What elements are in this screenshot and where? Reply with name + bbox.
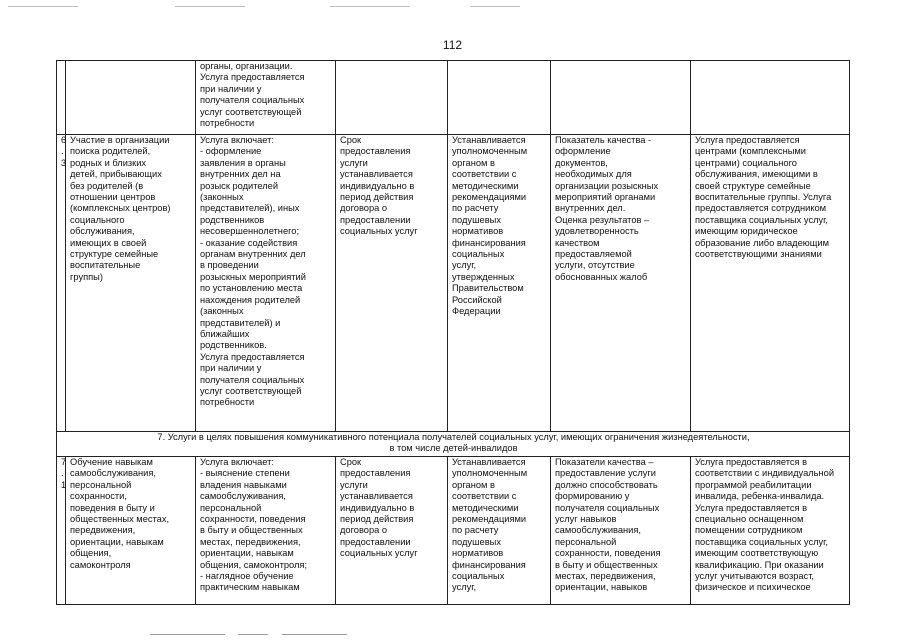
text-line: владения навыками: [200, 479, 287, 490]
text-line: социальных: [452, 571, 505, 582]
text-line: в проведении: [200, 260, 259, 271]
text-line: получателя социальных: [200, 95, 305, 106]
text-line: самообслуживания,: [70, 468, 156, 479]
text-line: детей, прибывающих: [70, 169, 162, 180]
text-line: персональной: [200, 502, 262, 513]
text-line: документов,: [555, 157, 608, 168]
text-line: внутренних дел на: [200, 169, 281, 180]
text-line: заявления в органы: [200, 157, 286, 168]
section-7-heading: [57, 432, 850, 457]
text-line: по расчету: [452, 525, 499, 536]
text-line: персональной: [70, 479, 132, 490]
text-line: Российской: [452, 294, 502, 305]
text-line: услуг соответствующей: [200, 385, 302, 396]
text-line: методическими: [452, 502, 519, 513]
text-line: поставщика социальных услуг,: [695, 536, 829, 547]
text-line: - оказание содействия: [200, 237, 298, 248]
text-line: устанавливается: [340, 491, 413, 502]
cell-service-name: [66, 61, 196, 135]
text-line: ориентации, навыкам: [70, 536, 164, 547]
text-line: программой реабилитации: [695, 479, 812, 490]
text-line: необходимых для: [555, 169, 632, 180]
text-line: образование либо владеющим: [695, 237, 829, 248]
text-line: в быту и общественных: [200, 525, 303, 536]
text-line: Участие в организации: [70, 135, 170, 145]
text-line: воспитательные группы. Услуга: [695, 192, 832, 203]
text-line: поставщика социальных услуг,: [695, 214, 829, 225]
cell-service-name: [66, 457, 196, 605]
text-line: предоставления: [340, 146, 411, 157]
text-line: социальных услуг: [340, 226, 418, 237]
cell-service-term: [336, 135, 448, 432]
text-line: нормативов: [452, 548, 504, 559]
table-row-7-1: [57, 457, 850, 605]
scan-edge-line: [150, 634, 225, 635]
section-heading-row: [57, 432, 850, 457]
text-line: социальных услуг: [340, 548, 418, 559]
text-line: услуг навыков: [555, 514, 617, 525]
text-line: индивидуально в: [340, 180, 415, 191]
text-line: в том числе детей-инвалидов: [389, 443, 518, 454]
text-line: самоконтроля: [70, 559, 131, 570]
text-line: Устанавливается: [452, 135, 526, 145]
text-line: родственников: [200, 214, 265, 225]
text-line: Устанавливается: [452, 457, 526, 467]
text-line: органом в: [452, 157, 495, 168]
text-line: - оформление: [200, 146, 262, 157]
text-line: инвалида, ребенка-инвалида.: [695, 491, 825, 502]
text-line: по установлению места: [200, 283, 303, 294]
scan-edge-line: [470, 6, 520, 7]
text-line: помещении сотрудником: [695, 525, 803, 536]
cell-quality-indicators: [551, 61, 691, 135]
text-line: устанавливается: [340, 169, 413, 180]
text-line: договора о: [340, 525, 388, 536]
services-table: [56, 60, 850, 605]
text-line: предоставляется сотрудником: [695, 203, 827, 214]
text-line: ближайших: [200, 328, 250, 339]
text-line: представителей) и: [200, 317, 281, 328]
text-line: социальных: [452, 249, 505, 260]
text-line: при наличии у: [200, 83, 262, 94]
cell-service-tariff: [448, 457, 551, 605]
text-line: обслуживания, имеющими в: [695, 169, 818, 180]
text-line: предоставлении: [340, 536, 411, 547]
text-line: по расчету: [452, 203, 499, 214]
text-line: - наглядное обучение: [200, 571, 294, 582]
text-line: услуги, отсутствие: [555, 260, 635, 271]
cell-quality-indicators: [551, 135, 691, 432]
text-line: представителей), иных: [200, 203, 300, 214]
text-line: практическим навыкам: [200, 582, 300, 593]
text-line: местах, передвижения,: [555, 571, 656, 582]
text-line: качеством: [555, 237, 600, 248]
text-line: Услуга предоставляется в: [695, 502, 808, 513]
page-number: 112: [442, 38, 463, 52]
text-line: розыскных мероприятий: [200, 271, 306, 282]
text-line: период действия: [340, 514, 414, 525]
text-line: Оценка результатов –: [555, 214, 650, 225]
text-line: рекомендациями: [452, 514, 527, 525]
text-line: услуг,: [452, 260, 477, 271]
text-line: квалификацию. При оказании: [695, 559, 824, 570]
text-line: договора о: [340, 203, 388, 214]
text-line: центрами) социального: [695, 157, 797, 168]
text-line: финансирования: [452, 559, 526, 570]
text-line: потребности: [200, 118, 255, 129]
text-line: сохранности,: [70, 491, 127, 502]
table-row-6-3: [57, 135, 850, 432]
text-line: обслуживания,: [70, 226, 135, 237]
text-line: рекомендациями: [452, 192, 527, 203]
text-line: Услуга предоставляется: [200, 351, 305, 362]
table-row-continuation: [57, 61, 850, 135]
text-line: Услуга предоставляется в: [695, 457, 808, 467]
text-line: соответствующими знаниями: [695, 249, 822, 260]
cell-service-content: [196, 457, 336, 605]
text-line: предоставлении: [340, 214, 411, 225]
text-line: Правительством: [452, 283, 524, 294]
scan-edge-line: [8, 6, 78, 7]
text-line: ориентации, навыкам: [200, 548, 294, 559]
text-line: методическими: [452, 180, 519, 191]
text-line: Услуга предоставляется: [200, 72, 305, 83]
text-line: общения,: [70, 548, 112, 559]
text-line: местах, передвижения,: [200, 536, 301, 547]
text-line: услуг учитываются возраст,: [695, 571, 815, 582]
cell-number: 7.1: [57, 457, 66, 605]
cell-number: [57, 61, 66, 135]
text-line: общения, самоконтроля;: [200, 559, 308, 570]
text-line: уполномоченным: [452, 146, 528, 157]
text-line: сохранности, поведения: [555, 548, 661, 559]
text-line: Показатели качества –: [555, 457, 654, 467]
text-line: специально оснащенном: [695, 514, 804, 525]
cell-service-conditions: [691, 61, 850, 135]
text-line: Услуга включает:: [200, 135, 274, 145]
text-line: органам внутренних дел: [200, 249, 306, 260]
text-line: предоставления: [340, 468, 411, 479]
cell-service-conditions: [691, 135, 850, 432]
cell-number: 6.3: [57, 135, 66, 432]
text-line: социального: [70, 214, 125, 225]
cell-service-tariff: [448, 135, 551, 432]
text-line: оформление: [555, 146, 611, 157]
text-line: Федерации: [452, 306, 501, 317]
text-line: родных и близких: [70, 157, 147, 168]
text-line: несовершеннолетнего;: [200, 226, 300, 237]
text-line: соответствии с: [452, 491, 517, 502]
text-line: финансирования: [452, 237, 526, 248]
text-line: потребности: [200, 397, 255, 408]
text-line: обоснованных жалоб: [555, 271, 648, 282]
text-line: подушевых: [452, 536, 501, 547]
text-line: воспитательные: [70, 260, 141, 271]
text-line: поиска родителей,: [70, 146, 151, 157]
text-line: имеющих в своей: [70, 237, 147, 248]
scan-edge-line: [175, 6, 245, 7]
text-line: (комплексных центров): [70, 203, 171, 214]
text-line: самообслуживания,: [555, 525, 641, 536]
text-line: Обучение навыкам: [70, 457, 153, 467]
cell-service-term: [336, 457, 448, 605]
text-line: имеющим соответствующую: [695, 548, 819, 559]
scan-edge-line: [282, 634, 347, 635]
text-line: период действия: [340, 192, 414, 203]
text-line: услуг соответствующей: [200, 106, 302, 117]
text-line: (законных: [200, 306, 244, 317]
text-line: услуг,: [452, 582, 477, 593]
text-line: отношении центров: [70, 192, 156, 203]
text-line: розыск родителей: [200, 180, 279, 191]
text-line: услуги: [340, 479, 368, 490]
text-line: получателя социальных: [200, 374, 305, 385]
text-line: самообслуживания,: [200, 491, 286, 502]
text-line: передвижения,: [70, 525, 136, 536]
cell-service-conditions: [691, 457, 850, 605]
text-line: своей структуре семейные: [695, 180, 811, 191]
text-line: родственников.: [200, 340, 267, 351]
text-line: соответствии с: [452, 169, 517, 180]
text-line: предоставление услуги: [555, 468, 656, 479]
text-line: Показатель качества -: [555, 135, 652, 145]
text-line: структуре семейные: [70, 249, 159, 260]
text-line: 7. Услуги в целях повышения коммуникативного потенциала получателей социальных услуг, имеющих ограничения жизнедеятельности,: [157, 432, 750, 442]
text-line: уполномоченным: [452, 468, 528, 479]
text-line: утвержденных: [452, 271, 515, 282]
text-line: имеющим юридическое: [695, 226, 798, 237]
text-line: мероприятий органами: [555, 192, 656, 203]
text-line: общественных местах,: [70, 514, 170, 525]
text-line: без родителей (в: [70, 180, 144, 191]
cell-service-content: [196, 61, 336, 135]
text-line: индивидуально в: [340, 502, 415, 513]
text-line: группы): [70, 271, 103, 282]
text-line: центрами (комплексными: [695, 146, 806, 157]
text-line: внутренних дел.: [555, 203, 626, 214]
text-line: органом в: [452, 479, 495, 490]
text-line: физическое и психическое: [695, 582, 811, 593]
text-line: формированию у: [555, 491, 630, 502]
cell-service-name: [66, 135, 196, 432]
text-line: (законных: [200, 192, 244, 203]
text-line: удовлетворенность: [555, 226, 639, 237]
text-line: услуги: [340, 157, 368, 168]
text-line: Срок: [340, 135, 362, 145]
text-line: организации розыскных: [555, 180, 659, 191]
text-line: соответствии с индивидуальной: [695, 468, 835, 479]
text-line: предоставляемой: [555, 249, 632, 260]
text-line: персональной: [555, 536, 617, 547]
text-line: подушевых: [452, 214, 501, 225]
scan-edge-line: [238, 634, 268, 635]
text-line: нахождения родителей: [200, 294, 301, 305]
cell-service-tariff: [448, 61, 551, 135]
text-line: Услуга предоставляется: [695, 135, 800, 145]
cell-service-content: [196, 135, 336, 432]
cell-service-term: [336, 61, 448, 135]
text-line: Услуга включает:: [200, 457, 274, 467]
text-line: получателя социальных: [555, 502, 660, 513]
text-line: в быту и общественных: [555, 559, 658, 570]
text-line: - выяснение степени: [200, 468, 290, 479]
scan-edge-line: [330, 6, 410, 7]
text-line: Срок: [340, 457, 362, 467]
text-line: сохранности, поведения: [200, 514, 306, 525]
text-line: должно способствовать: [555, 479, 658, 490]
text-line: поведения в быту и: [70, 502, 155, 513]
text-line: ориентации, навыков: [555, 582, 648, 593]
text-line: органы, организации.: [200, 61, 293, 71]
cell-quality-indicators: [551, 457, 691, 605]
text-line: нормативов: [452, 226, 504, 237]
text-line: при наличии у: [200, 363, 262, 374]
